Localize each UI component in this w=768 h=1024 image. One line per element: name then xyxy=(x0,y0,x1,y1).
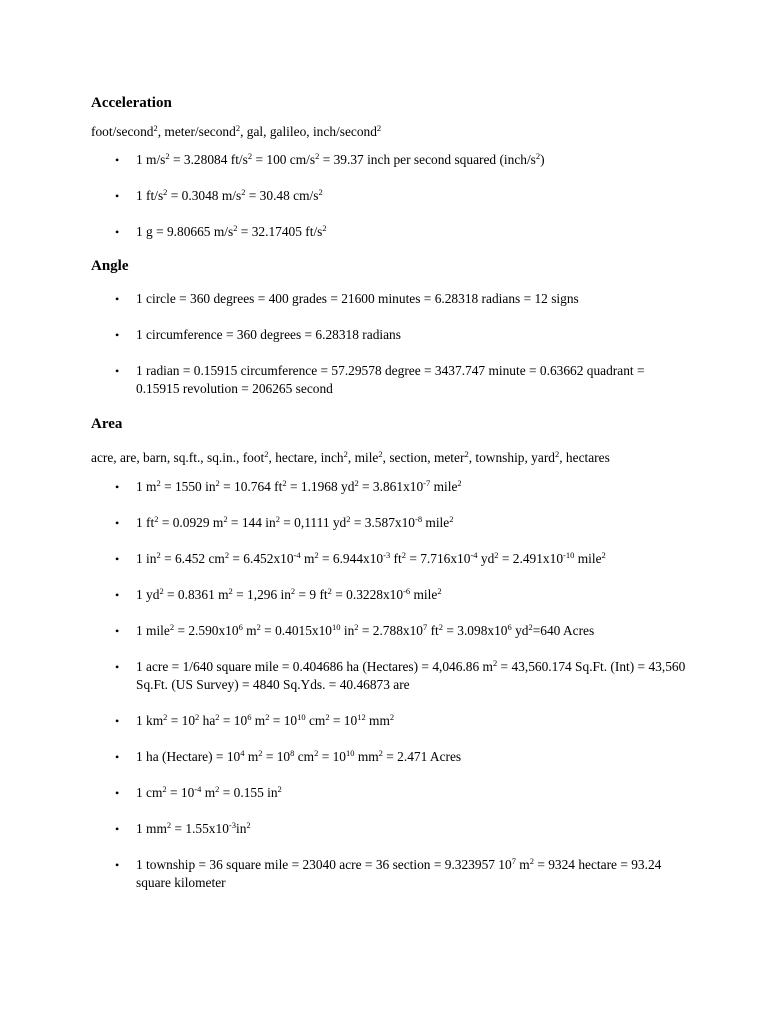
bullet-icon: • xyxy=(115,364,120,378)
conversion-text: 1 $mm^2 = 1.55x10^{-3}in^2$ xyxy=(136,820,251,836)
bullet-icon: • xyxy=(115,225,120,239)
conversion-text: 1 mile$^2$ = $2.590x10^6$ $m^2 = 0.4015x10^{10}$ $in^2 = 2.788x10^7$ $ft^2 = 3.098x10^6$ $yd^2=640$ Acres xyxy=(136,622,595,638)
conversion-text: 1 $cm^2 = 10^{-4}$ $m^2 = 0.155$ $in^2$ xyxy=(136,784,282,800)
list-item xyxy=(91,187,691,205)
section-heading: Area xyxy=(91,416,123,432)
conversion-text: 1 $ft/s^2 = 0.3048$ $m/s^2 = 30.48$ $cm/s^2$ xyxy=(136,187,323,203)
conversion-list xyxy=(91,151,691,241)
conversion-text: 1 $m^2 = 1550$ $in^2 = 10.764$ $ft^2 = 1.1968$ $yd^2 = 3.861x10^{-7}$ mile$^2$ xyxy=(136,478,462,494)
conversion-list xyxy=(91,290,691,398)
bullet-icon: • xyxy=(115,153,120,167)
list-item xyxy=(91,362,691,398)
conversion-text: 1 acre = 1/640 square mile = 0.404686 ha (Hectares) = 4,046.86 $m^2 = 43,560.174$ Sq.Ft. (Int) = 43,560 Sq.Ft. (US Survey) = 4840 Sq.Yds. = 40.46873 are xyxy=(136,658,686,692)
bullet-icon: • xyxy=(115,786,120,800)
bullet-icon: • xyxy=(115,750,120,764)
conversion-text: 1 $in^2 = 6.452$ $cm^2 = 6.452x10^{-4}$ $m^2 = 6.944x10^{-3}$ $ft^2 = 7.716x10^{-4}$ $yd^2 = 2.491x10^{-10}$ mile$^2$ xyxy=(136,550,606,566)
bullet-icon: • xyxy=(115,822,120,836)
conversion-text: 1 $ft^2 = 0.0929$ $m^2 = 144$ $in^2 = 0,1111$ $yd^2 = 3.587x10^{-8}$ mile$^2$ xyxy=(136,514,454,530)
section-acceleration xyxy=(91,92,691,241)
bullet-icon: • xyxy=(115,588,120,602)
units-list: acre, are, barn, sq.ft., sq.in., foot$^2$, hectare, inch$^2$, mile$^2$, section, meter$^2$, township, yard$^2$, hectares xyxy=(91,449,610,465)
bullet-icon: • xyxy=(115,189,120,203)
bullet-icon: • xyxy=(115,480,120,494)
list-item xyxy=(91,784,691,802)
list-item xyxy=(91,586,691,604)
bullet-icon: • xyxy=(115,714,120,728)
conversion-list xyxy=(91,478,691,892)
section-heading: Angle xyxy=(91,258,129,274)
list-item xyxy=(91,151,691,169)
list-item xyxy=(91,550,691,568)
list-item xyxy=(91,820,691,838)
list-item xyxy=(91,712,691,730)
bullet-icon: • xyxy=(115,660,120,674)
section-angle xyxy=(91,255,691,398)
bullet-icon: • xyxy=(115,552,120,566)
bullet-icon: • xyxy=(115,292,120,306)
section-area xyxy=(91,413,691,892)
conversion-text: 1 g = 9.80665 $m/s^2 = 32.17405$ $ft/s^2$ xyxy=(136,223,327,239)
bullet-icon: • xyxy=(115,624,120,638)
conversion-text: 1 ha (Hectare) = $10^4$ $m^2 = 10^8$ $cm^2 = 10^{10}$ $mm^2 = 2.471$ Acres xyxy=(136,748,462,764)
bullet-icon: • xyxy=(115,328,120,342)
list-item xyxy=(91,290,691,308)
list-item xyxy=(91,622,691,640)
conversion-text: 1 township = 36 square mile = 23040 acre = 36 section = 9.323957 $10^7$ $m^2 = 9324$ hectare = 93.24 square kilometer xyxy=(136,856,662,890)
conversion-text: 1 radian = 0.15915 circumference = 57.29578 degree = 3437.747 minute = 0.63662 quadrant = 0.15915 revolution = 206265 second xyxy=(136,363,645,396)
list-item xyxy=(91,223,691,241)
units-list: foot/second$^2$, meter/second$^2$, gal, galileo, inch/second$^2$ xyxy=(91,123,382,139)
conversion-text: 1 circle = 360 degrees = 400 grades = 21600 minutes = 6.28318 radians = 12 signs xyxy=(136,291,579,306)
conversion-text: 1 $yd^2 = 0.8361$ $m^2 = 1,296$ $in^2 = 9$ $ft^2 = 0.3228x10^{-6}$ mile$^2$ xyxy=(136,586,442,602)
list-item xyxy=(91,478,691,496)
conversion-text: 1 $km^2 = 10^2$ $ha^2 = 10^6$ $m^2 = 10^{10}$ $cm^2 = 10^{12}$ $mm^2$ xyxy=(136,712,395,728)
conversion-text: 1 circumference = 360 degrees = 6.28318 radians xyxy=(136,327,401,342)
list-item xyxy=(91,514,691,532)
document-page xyxy=(91,92,691,892)
section-heading: Acceleration xyxy=(91,95,172,111)
list-item xyxy=(91,748,691,766)
list-item xyxy=(91,326,691,344)
list-item xyxy=(91,658,691,694)
bullet-icon: • xyxy=(115,516,120,530)
list-item xyxy=(91,856,691,892)
conversion-text: 1 $m/s^2 = 3.28084$ $ft/s^2 = 100$ $cm/s^2 = 39.37$ inch per second squared $(inch/s^2)$ xyxy=(136,151,545,167)
bullet-icon: • xyxy=(115,858,120,872)
